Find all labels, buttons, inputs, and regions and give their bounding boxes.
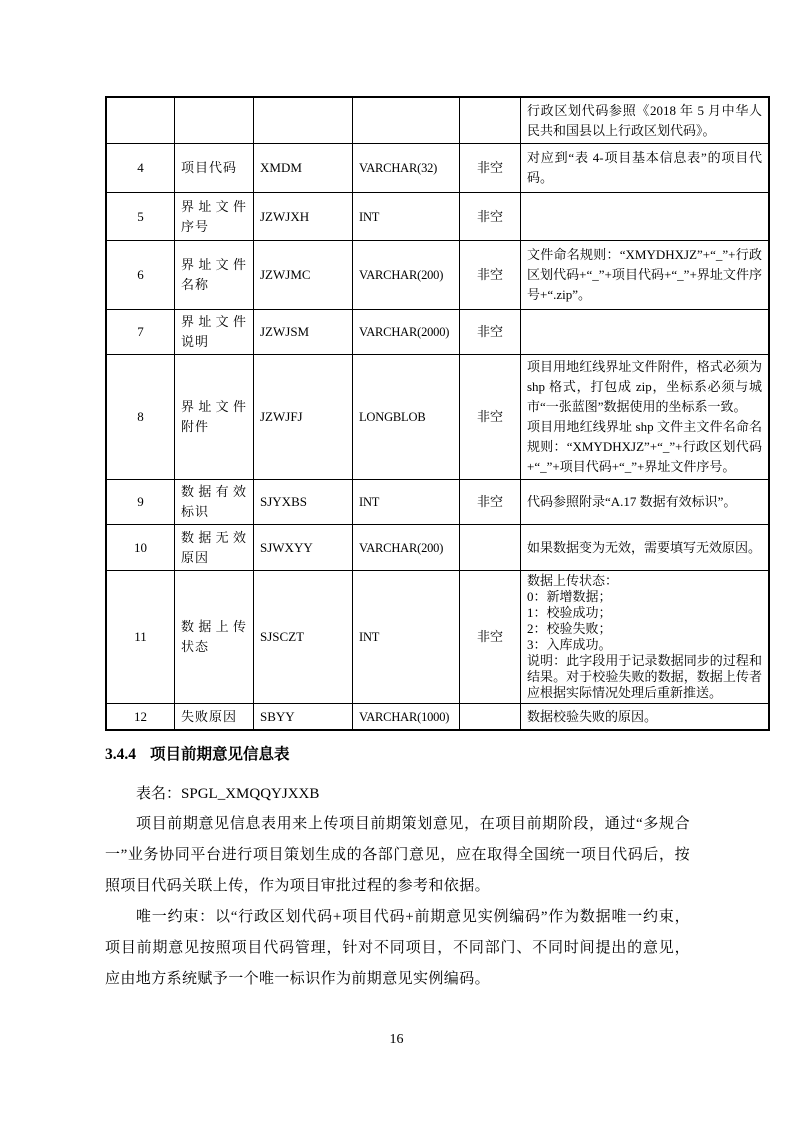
cell-field-description (521, 97, 770, 144)
description-line: 说明：此字段用于记录数据同步的过程和结果。对于校验失败的数据，数据上传者应根据实际情况处理后重新推送。 (527, 653, 762, 700)
table-name-line (105, 783, 689, 805)
cell-field-number (106, 97, 175, 144)
field-definition-table-body (106, 97, 769, 730)
cell-field-code: JZWJFJ (254, 355, 353, 480)
page-number: 16 (389, 1032, 404, 1047)
cell-field-type: INT (353, 480, 460, 525)
cell-field-code: XMDM (254, 144, 353, 193)
table-row (106, 480, 769, 525)
description-line: 1：校验成功； (527, 605, 612, 620)
cell-field-description (521, 571, 770, 704)
cell-field-name: 界址文件附件 (175, 355, 254, 480)
cell-field-name: 数据无效原因 (175, 525, 254, 571)
cell-field-description (521, 704, 770, 731)
table-row (106, 193, 769, 241)
cell-field-name (175, 97, 254, 144)
table-row (106, 704, 769, 731)
paragraph: 唯一约束：以“行政区划代码+项目代码+前期意见实例编码”作为数据唯一约束，项目前期意见按照项目代码管理，针对不同项目，不同部门、不同时间提出的意见，应由地方系统赋予一个唯一标识作为前期意见实例编码。 (105, 909, 690, 987)
table-row (106, 241, 769, 310)
cell-field-number: 12 (106, 704, 175, 731)
cell-field-constraint: 非空 (460, 193, 521, 241)
cell-field-type: VARCHAR(200) (353, 241, 460, 310)
table-row (106, 571, 769, 704)
cell-field-constraint (460, 97, 521, 144)
table-row (106, 310, 769, 355)
cell-field-number: 4 (106, 144, 175, 193)
cell-field-number: 6 (106, 241, 175, 310)
cell-field-number: 7 (106, 310, 175, 355)
description-line: 行政区划代码参照《2018 年 5 月中华人民共和国县以上行政区划代码》。 (527, 102, 762, 138)
cell-field-code: SJYXBS (254, 480, 353, 525)
description-line: 对应到“表 4-项目基本信息表”的项目代码。 (527, 150, 762, 185)
cell-field-type: VARCHAR(1000) (353, 704, 460, 731)
table-name-value: SPGL_XMQQYJXXB (181, 786, 320, 802)
cell-field-constraint: 非空 (460, 355, 521, 480)
cell-field-code (254, 97, 353, 144)
table-row (106, 144, 769, 193)
cell-field-description (521, 525, 770, 571)
description-line: 数据校验失败的原因。 (527, 708, 658, 724)
cell-field-code: JZWJMC (254, 241, 353, 310)
description-line: 0：新增数据； (527, 589, 612, 604)
cell-field-constraint: 非空 (460, 571, 521, 704)
cell-field-type: LONGBLOB (353, 355, 460, 480)
cell-field-code: JZWJSM (254, 310, 353, 355)
cell-field-type (353, 97, 460, 144)
cell-field-number: 9 (106, 480, 175, 525)
description-line: 如果数据变为无效，需要填写无效原因。 (527, 539, 762, 555)
cell-field-name: 数据有效标识 (175, 480, 254, 525)
table-name-label: 表名： (136, 786, 182, 802)
cell-field-description (521, 310, 770, 355)
section-body (105, 809, 690, 995)
description-line: 项目用地红线界址 shp 文件主文件名命名规则：“XMYDHXJZ”+“_”+行政区划代码+“_”+项目代码+“_”+界址文件序号。 (527, 419, 762, 474)
cell-field-constraint (460, 704, 521, 731)
section-heading-title: 项目前期意见信息表 (150, 746, 290, 763)
table-row (106, 97, 769, 144)
description-line: 项目用地红线界址文件附件，格式必须为 shp 格式，打包成 zip，坐标系必须与城市“一张蓝图”数据使用的坐标系一致。 (527, 359, 762, 414)
description-line: 文件命名规则：“XMYDHXJZ”+“_”+行政区划代码+“_”+项目代码+“_”+界址文件序号+“.zip”。 (527, 247, 762, 302)
table-row (106, 525, 769, 571)
cell-field-number: 5 (106, 193, 175, 241)
cell-field-name: 界址文件序号 (175, 193, 254, 241)
cell-field-name: 失败原因 (175, 704, 254, 731)
cell-field-constraint: 非空 (460, 310, 521, 355)
cell-field-code: JZWJXH (254, 193, 353, 241)
cell-field-description (521, 480, 770, 525)
description-line: 3：入库成功。 (527, 637, 612, 652)
cell-field-constraint: 非空 (460, 144, 521, 193)
cell-field-type: INT (353, 193, 460, 241)
description-line: 数据上传状态： (527, 573, 619, 588)
description-line: 2：校验失败； (527, 621, 612, 636)
field-definition-table (105, 96, 770, 731)
cell-field-name: 界址文件名称 (175, 241, 254, 310)
cell-field-number: 11 (106, 571, 175, 704)
cell-field-code: SJSCZT (254, 571, 353, 704)
cell-field-description (521, 355, 770, 480)
cell-field-name: 数据上传状态 (175, 571, 254, 704)
cell-field-name: 界址文件说明 (175, 310, 254, 355)
cell-field-description (521, 144, 770, 193)
cell-field-type: VARCHAR(32) (353, 144, 460, 193)
cell-field-type: VARCHAR(2000) (353, 310, 460, 355)
description-line: 代码参照附录“A.17 数据有效标识”。 (527, 494, 737, 509)
cell-field-code: SBYY (254, 704, 353, 731)
cell-field-constraint: 非空 (460, 241, 521, 310)
cell-field-type: INT (353, 571, 460, 704)
cell-field-type: VARCHAR(200) (353, 525, 460, 571)
cell-field-number: 10 (106, 525, 175, 571)
section-heading (105, 744, 689, 766)
cell-field-code: SJWXYY (254, 525, 353, 571)
cell-field-constraint: 非空 (460, 480, 521, 525)
cell-field-constraint (460, 525, 521, 571)
cell-field-description (521, 241, 770, 310)
cell-field-name: 项目代码 (175, 144, 254, 193)
paragraph: 项目前期意见信息表用来上传项目前期策划意见，在项目前期阶段，通过“多规合一”业务协同平台进行项目策划生成的各部门意见，应在取得全国统一项目代码后，按照项目代码关联上传，作为项目审批过程的参考和依据。 (105, 816, 690, 894)
cell-field-number: 8 (106, 355, 175, 480)
table-row (106, 355, 769, 480)
cell-field-description (521, 193, 770, 241)
section-heading-number: 3.4.4 (105, 746, 136, 763)
